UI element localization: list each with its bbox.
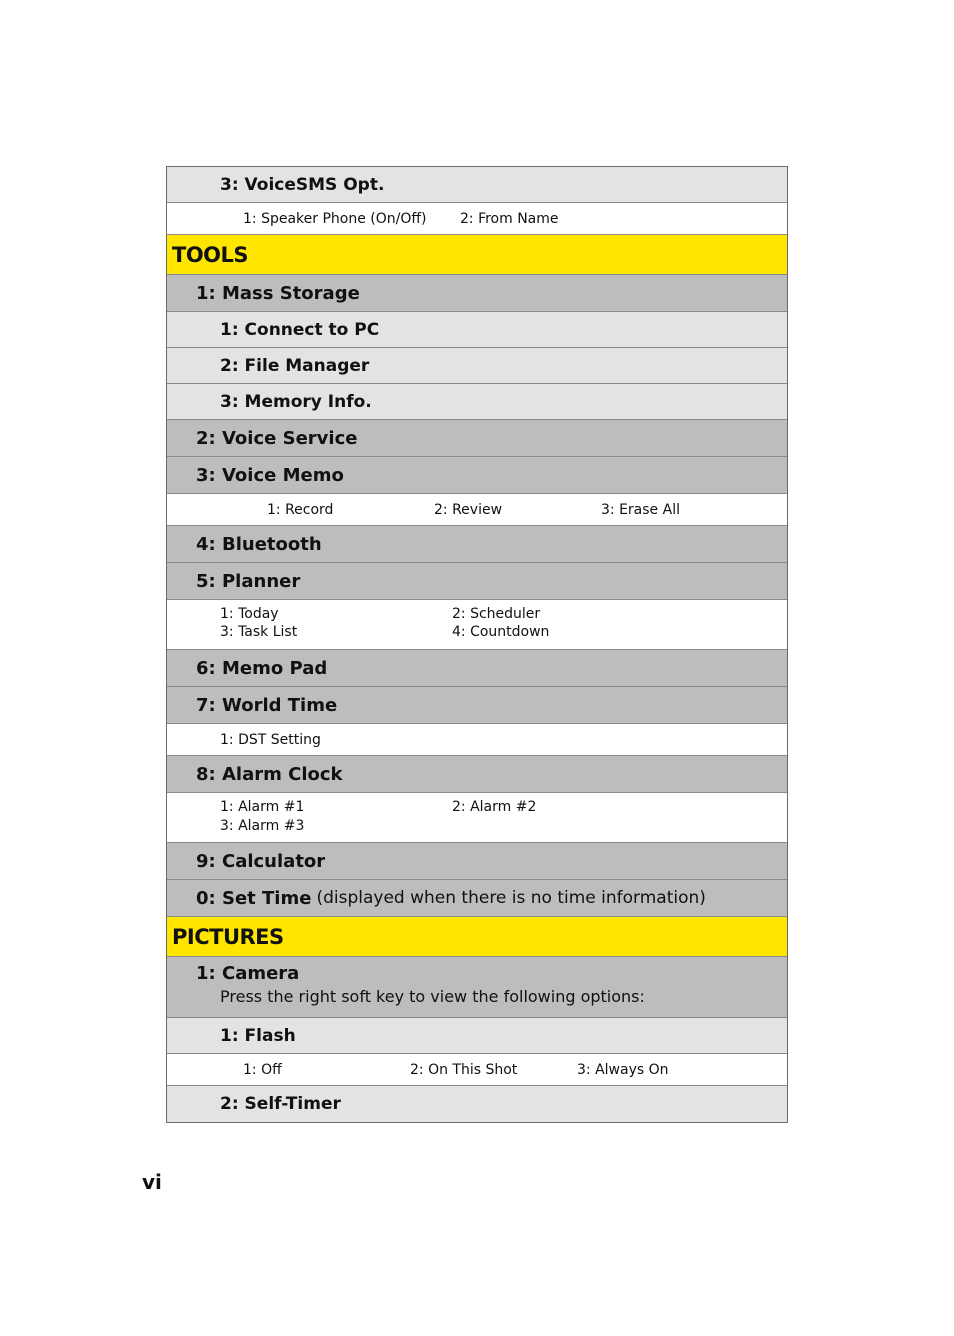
set-time-row [167,880,787,917]
bluetooth-title: 4: Bluetooth [196,533,322,555]
self-timer-row [167,1086,787,1122]
flash-option-1: 1: Off [243,1061,282,1078]
pictures-heading: PICTURES [172,924,284,949]
planner-option-4: 4: Countdown [452,624,550,640]
memory-info-row [167,384,787,420]
page-number: vi [142,1170,162,1194]
connect-to-pc-title: 1: Connect to PC [220,319,380,340]
calculator-row [167,843,787,880]
world-time-title: 7: World Time [196,694,338,716]
voice-memo-option-3: 3: Erase All [601,501,680,518]
voice-memo-row [167,457,787,494]
connect-to-pc-row [167,312,787,348]
flash-row [167,1018,787,1054]
camera-row [167,957,787,1018]
flash-title: 1: Flash [220,1025,296,1046]
alarm-clock-title: 8: Alarm Clock [196,763,343,785]
bluetooth-row [167,526,787,563]
tools-section-header [167,235,787,275]
camera-title: 1: Camera [196,963,300,984]
tools-heading: TOOLS [172,242,249,267]
planner-option-1: 1: Today [220,606,279,622]
voice-service-row [167,420,787,457]
memo-pad-row [167,650,787,687]
menu-outline-table [166,166,788,1123]
mass-storage-row [167,275,787,312]
camera-description: Press the right soft key to view the following options: [220,987,645,1006]
alarm-clock-options-row [167,793,787,843]
voicesms-options-row [167,167,787,203]
voice-memo-option-2: 2: Review [434,501,503,518]
alarm-clock-option-2: 2: Alarm #2 [452,799,537,815]
flash-option-2: 2: On This Shot [410,1061,518,1078]
file-manager-title: 2: File Manager [220,355,370,376]
world-time-option-1: 1: DST Setting [220,731,321,748]
memory-info-title: 3: Memory Info. [220,391,372,412]
set-time-note: (displayed when there is no time information) [316,888,706,908]
self-timer-title: 2: Self-Timer [220,1094,341,1114]
flash-options-row [167,1054,787,1086]
voicesms-option-2: 2: From Name [460,210,559,227]
voice-memo-options-row [167,494,787,526]
set-time-title: 0: Set Time [196,887,312,909]
planner-option-2: 2: Scheduler [452,606,541,622]
memo-pad-title: 6: Memo Pad [196,657,328,679]
voice-memo-option-1: 1: Record [267,501,334,518]
world-time-row [167,687,787,724]
voice-memo-title: 3: Voice Memo [196,464,344,486]
world-time-options-row [167,724,787,756]
planner-title: 5: Planner [196,570,301,592]
voicesms-title: 3: VoiceSMS Opt. [220,174,385,195]
pictures-section-header [167,917,787,957]
file-manager-row [167,348,787,384]
voicesms-option-1: 1: Speaker Phone (On/Off) [243,210,427,227]
flash-option-3: 3: Always On [577,1061,669,1078]
mass-storage-title: 1: Mass Storage [196,282,360,304]
alarm-clock-row [167,756,787,793]
alarm-clock-option-1: 1: Alarm #1 [220,799,305,815]
planner-option-3: 3: Task List [220,624,298,640]
calculator-title: 9: Calculator [196,850,326,872]
alarm-clock-option-3: 3: Alarm #3 [220,818,305,834]
planner-row [167,563,787,600]
voice-service-title: 2: Voice Service [196,427,358,449]
voicesms-suboptions-row [167,203,787,235]
planner-options-row [167,600,787,650]
